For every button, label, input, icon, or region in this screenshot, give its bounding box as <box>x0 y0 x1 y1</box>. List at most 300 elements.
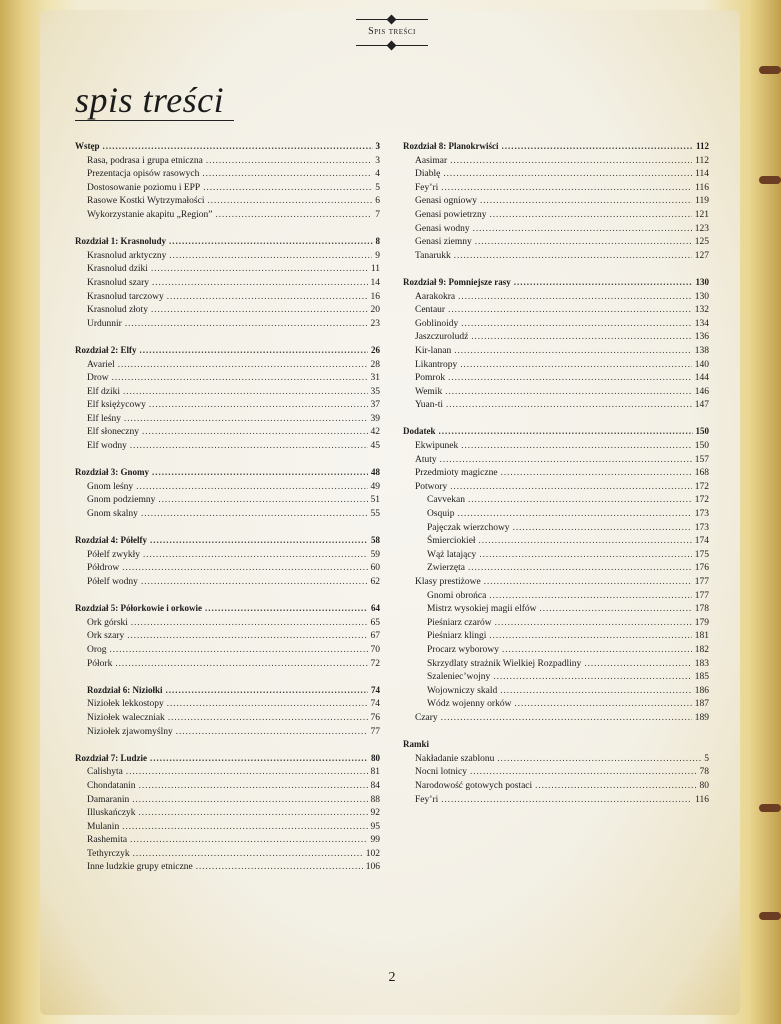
toc-chapter-entry <box>75 344 380 358</box>
entry-page-number: 187 <box>694 699 709 710</box>
dot-leader <box>150 534 368 548</box>
toc-entry <box>75 398 380 412</box>
toc-entry <box>403 643 709 657</box>
toc-entry <box>403 194 709 208</box>
dot-leader <box>112 371 368 385</box>
entry-title: Elf wodny <box>87 441 127 452</box>
entry-page-number: 28 <box>370 359 380 370</box>
entry-page-number: 37 <box>370 400 380 411</box>
toc-chapter-entry <box>75 534 380 548</box>
dot-leader <box>502 643 692 657</box>
entry-page-number: 95 <box>370 821 380 832</box>
dot-leader <box>493 670 691 684</box>
binder-ring-icon <box>759 804 781 812</box>
dot-leader <box>169 249 372 263</box>
dot-leader <box>122 561 367 575</box>
section-gap <box>403 412 709 426</box>
dot-leader <box>167 290 368 304</box>
toc-chapter-entry <box>75 466 380 480</box>
toc-entry <box>75 194 380 208</box>
dot-leader <box>131 616 368 630</box>
dot-leader <box>167 697 368 711</box>
dot-leader <box>176 725 368 739</box>
dot-leader <box>514 276 693 290</box>
dot-leader <box>489 589 691 603</box>
dot-leader <box>133 847 363 861</box>
entry-page-number: 11 <box>370 264 380 275</box>
dot-leader <box>132 793 367 807</box>
dot-leader <box>142 425 368 439</box>
toc-entry <box>75 643 380 657</box>
entry-title: Wstęp <box>75 141 100 151</box>
toc-entry <box>75 793 380 807</box>
entry-title: Calishyta <box>87 767 123 778</box>
dot-leader <box>495 616 692 630</box>
toc-section <box>403 140 709 262</box>
entry-page-number: 3 <box>375 141 380 151</box>
entry-page-number: 74 <box>371 684 380 695</box>
dot-leader <box>141 575 368 589</box>
entry-title: Genasi wodny <box>415 223 470 234</box>
entry-title: Dodatek <box>403 426 436 437</box>
toc-entry <box>403 493 709 507</box>
entry-page-number: 76 <box>370 712 380 723</box>
entry-title: Aarakokra <box>415 291 456 302</box>
entry-title: Ork szary <box>87 631 125 642</box>
dot-leader <box>441 793 692 807</box>
toc-entry <box>403 670 709 684</box>
entry-title: Niziołek zjawomyślny <box>87 726 173 737</box>
toc-entry <box>403 303 709 317</box>
entry-page-number: 173 <box>694 522 709 533</box>
entry-title: Elf słoneczny <box>87 427 139 438</box>
section-gap <box>75 670 380 684</box>
dot-leader <box>470 765 697 779</box>
toc-entry <box>403 507 709 521</box>
entry-page-number: 173 <box>694 509 709 520</box>
toc-left-column <box>75 140 380 874</box>
toc-entry <box>403 521 709 535</box>
entry-page-number: 51 <box>370 495 380 506</box>
entry-title: Nocni lotnicy <box>415 767 467 778</box>
dot-leader <box>448 371 692 385</box>
toc-chapter-entry <box>75 752 380 766</box>
entry-page-number: 123 <box>694 223 709 234</box>
entry-page-number: 136 <box>694 332 709 343</box>
section-gap <box>75 738 380 752</box>
dot-leader <box>139 806 368 820</box>
dot-leader <box>125 317 368 331</box>
entry-page-number: 48 <box>371 467 380 478</box>
entry-title: Krasnolud dziki <box>87 264 148 275</box>
entry-title: Kir-lanan <box>415 345 452 356</box>
entry-page-number: 80 <box>699 780 709 791</box>
toc-entry <box>75 860 380 874</box>
entry-title: Prezentacja opisów rasowych <box>87 169 200 180</box>
toc-section <box>403 276 709 412</box>
toc-entry <box>403 249 709 263</box>
toc-entry <box>403 697 709 711</box>
dot-leader <box>143 548 367 562</box>
dot-leader <box>126 765 368 779</box>
entry-title: Yuan-ti <box>415 400 443 411</box>
toc-entry <box>75 820 380 834</box>
entry-page-number: 181 <box>694 631 709 642</box>
entry-page-number: 3 <box>375 155 380 166</box>
toc-entry <box>403 752 709 766</box>
section-gap <box>75 453 380 467</box>
section-gap <box>75 222 380 236</box>
entry-page-number: 84 <box>370 780 380 791</box>
section-gap <box>75 521 380 535</box>
entry-title: Jaszczuroludź <box>415 332 469 343</box>
dot-leader <box>584 657 691 671</box>
entry-title: Wąż latający <box>427 549 477 560</box>
entry-page-number: 138 <box>694 345 709 356</box>
entry-page-number: 150 <box>695 426 709 437</box>
dot-leader <box>513 521 692 535</box>
entry-title: Półdrow <box>87 563 120 574</box>
entry-page-number: 177 <box>694 590 709 601</box>
entry-page-number: 6 <box>375 196 380 207</box>
entry-title: Potwory <box>415 481 448 492</box>
running-head: Spis treści <box>368 26 416 37</box>
dot-leader <box>152 466 368 480</box>
toc-entry <box>403 181 709 195</box>
dot-leader <box>458 290 692 304</box>
entry-title: Wykorzystanie akapitu „Region” <box>87 209 213 220</box>
toc-entry <box>403 222 709 236</box>
entry-page-number: 179 <box>694 617 709 628</box>
toc-chapter-entry <box>403 738 709 752</box>
toc-entry <box>403 480 709 494</box>
entry-page-number: 72 <box>370 658 380 669</box>
entry-title: Orog <box>87 644 107 655</box>
entry-title: Cavvekan <box>427 495 465 506</box>
entry-title: Wemik <box>415 386 443 397</box>
entry-title: Rozdział 8: Planokrwiści <box>403 141 499 151</box>
section-gap <box>75 330 380 344</box>
entry-title: Pajęczak wierzchowy <box>427 522 510 533</box>
entry-page-number: 9 <box>375 250 380 261</box>
entry-title: Gnom skalny <box>87 509 138 520</box>
entry-title: Zwierzęta <box>427 563 465 574</box>
entry-title: Rozdział 3: Gnomy <box>75 467 149 478</box>
toc-entry <box>75 208 380 222</box>
toc-entry <box>403 290 709 304</box>
dot-leader <box>141 507 368 521</box>
entry-title: Inne ludzkie grupy etniczne <box>87 862 193 873</box>
entry-title: Goblinoidy <box>415 318 459 329</box>
binder-ring-icon <box>759 176 781 184</box>
dot-leader <box>460 358 692 372</box>
entry-title: Skrzydlaty strażnik Wielkiej Rozpadliny <box>427 658 582 669</box>
entry-title: Śmierciokieł <box>427 536 476 547</box>
entry-page-number: 172 <box>694 481 709 492</box>
dot-leader <box>136 480 367 494</box>
dot-leader <box>152 276 368 290</box>
toc-entry <box>75 480 380 494</box>
toc-entry <box>75 385 380 399</box>
toc-entry <box>75 371 380 385</box>
entry-page-number: 20 <box>370 305 380 316</box>
entry-title: Elf leśny <box>87 413 122 424</box>
entry-page-number: 176 <box>694 563 709 574</box>
entry-title: Pomrok <box>415 373 446 384</box>
entry-title: Ramki <box>403 739 430 750</box>
entry-title: Nakładanie szablonu <box>415 753 495 764</box>
toc-entry <box>75 575 380 589</box>
entry-page-number: 102 <box>365 848 380 859</box>
entry-page-number: 186 <box>694 685 709 696</box>
dot-leader <box>118 358 368 372</box>
entry-title: Fey’ri <box>415 182 439 193</box>
dot-leader <box>535 779 696 793</box>
toc-chapter-entry <box>75 140 380 154</box>
entry-title: Likantropy <box>415 359 458 370</box>
toc-entry <box>403 575 709 589</box>
entry-title: Elf księżycowy <box>87 400 146 411</box>
toc-entry <box>75 711 380 725</box>
entry-title: Czary <box>415 712 438 723</box>
toc-entry <box>75 847 380 861</box>
dot-leader <box>473 222 692 236</box>
entry-page-number: 112 <box>695 155 709 166</box>
entry-page-number: 77 <box>370 726 380 737</box>
entry-page-number: 5 <box>375 182 380 193</box>
toc-entry <box>403 561 709 575</box>
dot-leader <box>443 167 692 181</box>
toc-entry <box>75 167 380 181</box>
dot-leader <box>202 167 372 181</box>
section-gap <box>403 725 709 739</box>
entry-page-number: 45 <box>370 441 380 452</box>
toc-section <box>403 738 709 806</box>
entry-page-number: 5 <box>704 753 709 764</box>
entry-page-number: 168 <box>694 468 709 479</box>
entry-title: Niziołek lekkostopy <box>87 699 164 710</box>
entry-page-number: 62 <box>370 577 380 587</box>
entry-page-number: 59 <box>370 549 380 560</box>
dot-leader <box>468 493 692 507</box>
toc-entry <box>75 425 380 439</box>
dot-leader <box>439 425 693 439</box>
dot-leader <box>440 453 692 467</box>
entry-page-number: 35 <box>370 386 380 397</box>
toc-entry <box>403 398 709 412</box>
entry-title: Urdunnir <box>87 318 122 329</box>
toc-entry <box>75 290 380 304</box>
entry-title: Illuskańczyk <box>87 808 136 819</box>
entry-page-number: 74 <box>370 699 380 710</box>
dot-leader <box>205 602 368 616</box>
toc-entry <box>75 493 380 507</box>
toc-entry <box>75 629 380 643</box>
entry-title: Rasowe Kostki Wytrzymałości <box>87 196 205 207</box>
toc-entry <box>75 806 380 820</box>
dot-leader <box>497 752 701 766</box>
toc-chapter-entry <box>75 235 380 249</box>
entry-title: Pieśniarz klingi <box>427 631 487 642</box>
dot-leader <box>103 140 373 154</box>
toc-entry <box>403 466 709 480</box>
toc-entry <box>75 779 380 793</box>
entry-page-number: 58 <box>371 535 380 546</box>
entry-title: Drow <box>87 373 109 384</box>
entry-title: Diablę <box>415 169 441 180</box>
dot-leader <box>468 561 692 575</box>
dot-leader <box>450 154 692 168</box>
toc-entry <box>403 439 709 453</box>
entry-page-number: 130 <box>694 291 709 302</box>
dot-leader <box>448 303 692 317</box>
entry-title: Osquip <box>427 509 455 520</box>
toc-entry <box>403 779 709 793</box>
entry-page-number: 31 <box>370 373 380 384</box>
entry-page-number: 16 <box>370 291 380 302</box>
page-title: spis treści <box>75 80 225 120</box>
entry-title: Gnomi obrońca <box>427 590 487 601</box>
entry-page-number: 80 <box>371 752 380 763</box>
toc-entry <box>403 208 709 222</box>
entry-title: Półelf wodny <box>87 577 138 587</box>
entry-page-number: 81 <box>370 767 380 778</box>
entry-page-number: 65 <box>370 617 380 628</box>
entry-page-number: 134 <box>694 318 709 329</box>
dot-leader <box>501 466 692 480</box>
dot-leader <box>158 493 367 507</box>
entry-title: Klasy prestiżowe <box>415 577 481 587</box>
entry-page-number: 64 <box>371 603 380 614</box>
toc-section <box>75 235 380 330</box>
dot-leader <box>445 385 692 399</box>
entry-title: Półelf zwykły <box>87 549 141 560</box>
entry-title: Tethyrczyk <box>87 848 130 859</box>
dot-leader <box>130 439 368 453</box>
entry-title: Wódz wojenny orków <box>427 699 512 710</box>
entry-title: Genasi ziemny <box>415 237 472 248</box>
dot-leader <box>479 534 692 548</box>
dot-leader <box>130 833 367 847</box>
entry-page-number: 49 <box>370 481 380 492</box>
dot-leader <box>500 684 692 698</box>
dot-leader <box>169 235 372 249</box>
dot-leader <box>454 249 692 263</box>
entry-title: Avariel <box>87 359 115 370</box>
toc-entry <box>403 657 709 671</box>
dot-leader <box>216 208 373 222</box>
toc-entry <box>403 616 709 630</box>
dot-leader <box>123 385 368 399</box>
entry-page-number: 116 <box>695 794 709 805</box>
entry-page-number: 178 <box>694 604 709 615</box>
entry-page-number: 14 <box>370 277 380 288</box>
entry-title: Aasimar <box>415 155 448 166</box>
dot-leader <box>540 602 692 616</box>
entry-title: Niziołek waleczniak <box>87 712 165 723</box>
entry-title: Mulanin <box>87 821 120 832</box>
entry-page-number: 60 <box>370 563 380 574</box>
entry-page-number: 39 <box>370 413 380 424</box>
entry-title: Rasa, podrasa i grupa etniczna <box>87 155 203 166</box>
page-number: 2 <box>388 970 396 985</box>
entry-title: Rashemita <box>87 835 128 846</box>
toc-entry <box>75 317 380 331</box>
dot-leader <box>151 303 368 317</box>
toc-section <box>75 140 380 222</box>
entry-page-number: 185 <box>694 672 709 683</box>
entry-page-number: 23 <box>370 318 380 329</box>
toc-entry <box>75 249 380 263</box>
entry-page-number: 99 <box>370 835 380 846</box>
dot-leader <box>441 181 692 195</box>
entry-title: Krasnolud szary <box>87 277 149 288</box>
entry-page-number: 182 <box>694 644 709 655</box>
entry-title: Atuty <box>415 454 437 465</box>
toc-entry <box>75 833 380 847</box>
entry-page-number: 7 <box>375 209 380 220</box>
entry-title: Wojowniczy skald <box>427 685 498 696</box>
toc-entry <box>75 616 380 630</box>
entry-title: Półork <box>87 658 113 669</box>
toc-entry <box>75 358 380 372</box>
dot-leader <box>207 194 372 208</box>
entry-page-number: 127 <box>694 250 709 261</box>
entry-title: Gnom podziemny <box>87 495 156 506</box>
dot-leader <box>149 398 368 412</box>
dot-leader <box>461 439 691 453</box>
entry-title: Genasi powietrzny <box>415 209 487 220</box>
entry-page-number: 114 <box>695 169 709 180</box>
toc-section <box>75 534 380 588</box>
dot-leader <box>124 412 367 426</box>
entry-page-number: 121 <box>694 209 709 220</box>
entry-page-number: 55 <box>370 509 380 520</box>
dot-leader <box>168 711 368 725</box>
entry-title: Tanarukk <box>415 250 451 261</box>
entry-page-number: 175 <box>694 549 709 560</box>
dot-leader <box>450 480 692 494</box>
toc-entry <box>75 548 380 562</box>
entry-title: Ekwipunek <box>415 441 459 452</box>
toc-entry <box>403 548 709 562</box>
toc-entry <box>403 330 709 344</box>
entry-title: Ork górski <box>87 617 128 628</box>
toc-section <box>75 684 380 738</box>
dot-leader <box>206 154 372 168</box>
toc-entry <box>75 262 380 276</box>
entry-page-number: 177 <box>694 577 709 587</box>
dot-leader <box>454 344 692 358</box>
title-underline <box>75 120 234 121</box>
dot-leader <box>484 575 692 589</box>
dot-leader <box>115 657 367 671</box>
entry-title: Krasnolud arktyczny <box>87 250 167 261</box>
entry-page-number: 4 <box>375 169 380 180</box>
entry-title: Mistrz wysokiej magii elfów <box>427 604 537 615</box>
entry-page-number: 150 <box>694 441 709 452</box>
toc-entry <box>403 154 709 168</box>
entry-page-number: 144 <box>694 373 709 384</box>
entry-title: Rozdział 7: Ludzie <box>75 752 147 763</box>
entry-title: Fey’ri <box>415 794 439 805</box>
entry-title: Damaranin <box>87 794 130 805</box>
entry-page-number: 189 <box>694 712 709 723</box>
entry-title: Procarz wyborowy <box>427 644 500 655</box>
toc-chapter-entry <box>403 276 709 290</box>
entry-page-number: 8 <box>375 236 380 247</box>
toc-entry <box>75 697 380 711</box>
